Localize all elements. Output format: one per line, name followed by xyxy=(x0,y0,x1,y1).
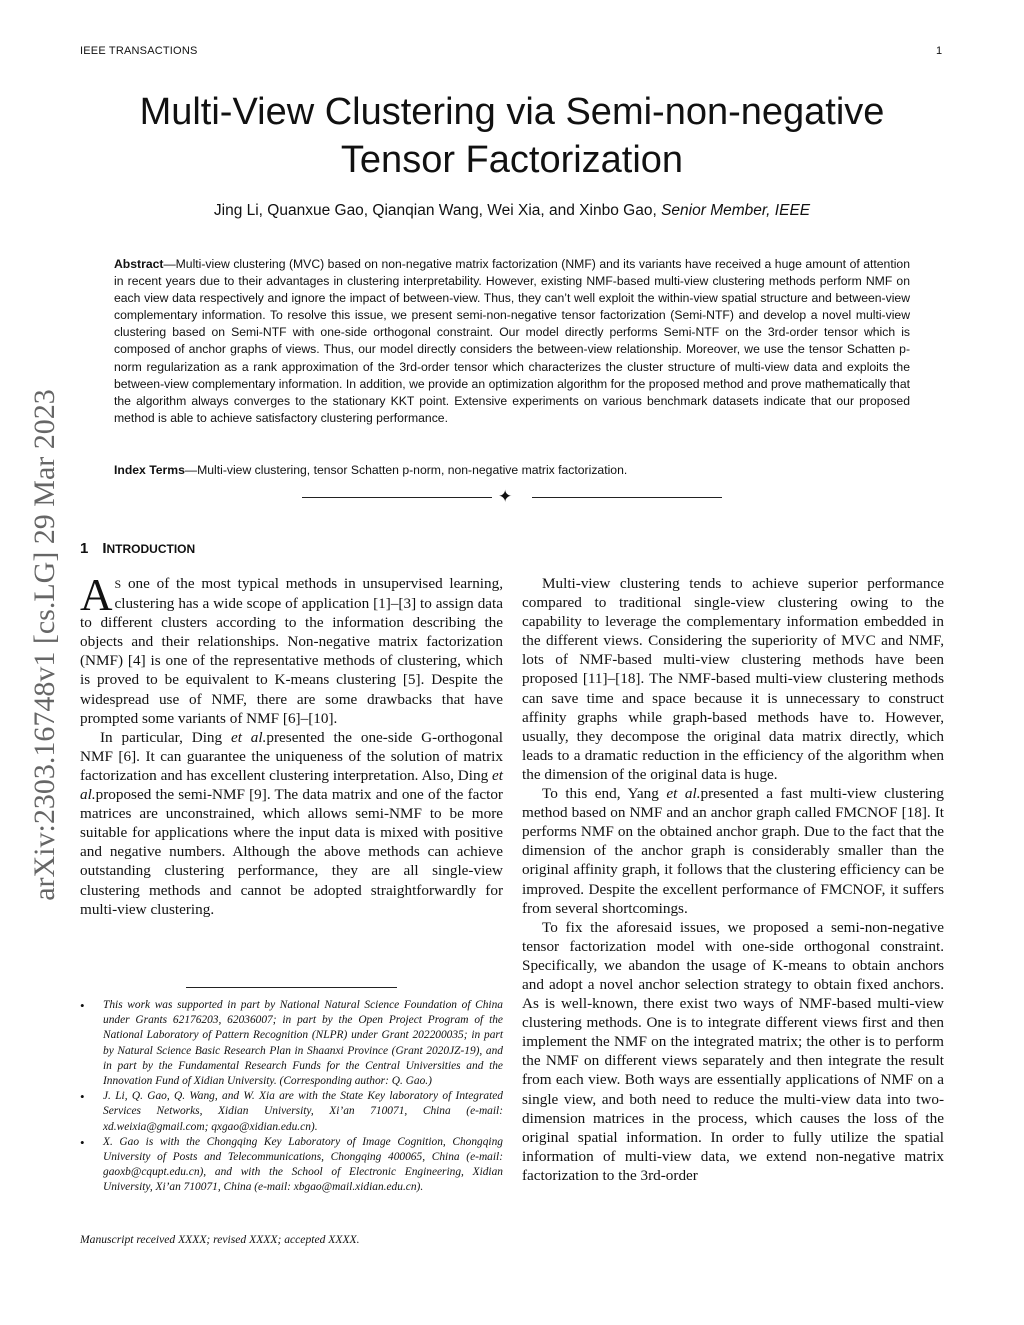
section-heading xyxy=(80,540,195,557)
section-title-rest: NTRODUCTION xyxy=(106,542,196,556)
section-title-first: I xyxy=(102,540,107,557)
abstract-label: Abstract xyxy=(114,257,164,271)
paragraph: Multi-view clustering tends to achieve superior performance compared to traditional single-view clustering owing to the capability to leverage the complementary information embedded in the different views. Considering the superiority of MVC and NMF, lots of NMF-based multi-view clustering methods have been proposed [11]–[18]. The NMF-based multi-view clustering methods can save time and space because it is unnecessary to construct affinity graphs while graph-based methods have to. However, usually, they decompose the original data matrix directly, which leads to a dramatic reduction in the efficiency of the algorithm when the dimension of the original data is huge. xyxy=(522,575,944,783)
etal: et al. xyxy=(230,728,267,746)
paragraph-text: In particular, Ding xyxy=(100,728,231,746)
bullet-icon: • xyxy=(80,1089,85,1105)
footnote-item xyxy=(80,998,503,1089)
page-number: 1 xyxy=(936,45,943,57)
paragraph xyxy=(522,784,944,918)
arxiv-stamp: arXiv:2303.16748v1 [cs.LG] 29 Mar 2023 xyxy=(28,389,61,901)
paragraph-text: presented a fast multi-view clustering method based on NMF and an anchor graph called FMCNOF [18]. It performs NMF on the obtained anchor graph. Due to the fact that the dimension of the anchor graph is considerably smaller than the original affinity graph, it follows that the clustering efficiency can be improved. Despite the excellent performance of FMCNOF, it suffers from several shortcomings. xyxy=(522,785,944,917)
author-list xyxy=(100,202,924,220)
abstract xyxy=(114,256,910,427)
paragraph-text: proposed the semi-NMF [9]. The data matrix and one of the factor matrices are unconstrained, which allows semi-NMF to be more suitable for applications where the input data is mixed with positive and negative numbers. Although the above methods can achieve outstanding clustering performance, they are all single-view clustering methods and cannot be adopted straightforwardly for multi-view clustering. xyxy=(80,786,503,918)
left-column xyxy=(80,570,503,919)
footnote-rule xyxy=(186,987,397,988)
title-line-1: Multi-View Clustering via Semi-non-negative xyxy=(139,91,885,133)
paragraph: To fix the aforesaid issues, we proposed a semi-non-negative tensor factorization model with one-side orthogonal constraint. Specifically, we abandon the usage of K-means to obtain anchors and adopt a novel anchor selection strategy to obtain fixed anchors. As is well-known, there exist two ways of NMF-based multi-view clustering methods. One is to integrate different views first and then implement the NMF on the integrated matrix; the other is to perform the NMF on different views separately and then integrate the result from each view. Both ways are essentially applications of NMF on a single view, and both need to reduce the multi-view data into two-dimension matrices in the process, which causes the loss of the original spatial information. In order to fully utilize the spatial information of multi-view data, we extend non-negative matrix factorization to the 3rd-order xyxy=(522,918,944,1184)
paper-title xyxy=(100,88,924,184)
bullet-icon: • xyxy=(80,1134,85,1150)
index-terms xyxy=(114,463,910,477)
abstract-text: —Multi-view clustering (MVC) based on non-negative matrix factorization (NMF) and its variants have received a huge amount of attention in recent years due to their advantages in clustering interpretability. However, existing NMF-based multi-view clustering methods perform NMF on each view data respectively and ignore the impact of between-view. Thus, they can’t well exploit the within-view spatial structure and between-view complementary information. To resolve this issue, we present semi-non-negative tensor factorization (Semi-NTF) and develop a novel multi-view clustering based on Semi-NTF with one-side orthogonal constraint. Our model directly performs Semi-NTF on the 3rd-order tensor which is composed of anchor graphs of views. Thus, our model directly considers the between-view relationship. Moreover, we use the tensor Schatten p-norm regularization as a rank approximation of the 3rd-order tensor which characterizes the cluster structure of multi-view data and exploits the between-view complementary information. In addition, we provide an optimization algorithm for the proposed method and prove mathematically that the algorithm always converges to the stationary KKT point. Extensive experiments on various benchmark datasets indicate that our proposed method is able to achieve satisfactory clustering performance. xyxy=(114,257,910,425)
etal: et al. xyxy=(80,766,503,804)
paragraph-text: one of the most typical methods in unsupervised learning, clustering has a wide scope of application [1]–[3] to assign data to different clusters according to the information describing the objects and their relationships. Non-negative matrix factorization (NMF) [4] is one of the representative methods of clustering, which is proved to be equivalent to K-means clustering [5]. Despite the widespread use of NMF, there are some drawbacks that have prompted some variants of NMF [6]–[10]. xyxy=(80,575,503,727)
paragraph xyxy=(80,728,503,919)
footnote-text: X. Gao is with the Chongqing Key Laboratory of Image Cognition, Chongqing University of Posts and Telecommunications, Chongqing 400065, China (e-mail: gaoxb@cqupt.edu.cn), and with the School of Electronic Engineering, Xidian University, Xi’an 710071, China (e-mail: xbgao@mail.xidian.edu.cn). xyxy=(103,1135,503,1194)
manuscript-dates: Manuscript received XXXX; revised XXXX; accepted XXXX. xyxy=(80,1233,360,1246)
index-terms-label: Index Terms xyxy=(114,463,185,477)
bullet-icon: • xyxy=(80,998,85,1013)
footnote-item xyxy=(80,1135,503,1196)
footnote-item xyxy=(80,1089,503,1135)
drop-cap: A xyxy=(80,570,113,620)
paragraph-text: presented the one-side G-orthogonal NMF [6]. It can guarantee the uniqueness of the solution of matrix factorization and has excellent clustering interpretation. Also, Ding xyxy=(80,728,503,784)
footnotes xyxy=(80,998,503,1196)
paragraph xyxy=(80,570,503,728)
separator-star-icon: ✦ xyxy=(498,487,513,506)
etal: et al. xyxy=(666,785,701,803)
footnote-text: This work was supported in part by National Natural Science Foundation of China under Grants 62176203, 62036007; in part by the Open Project Program of the National Laboratory of Pattern Recognition (NLPR) under Grant 202200035; in part by Natural Science Basic Research Plan in Shaanxi Province (Grant 2020JZ-19), and in part by the Fundamental Research Funds for the Central Universities and the Innovation Fund of Xidian University. (Corresponding author: Q. Gao.) xyxy=(103,999,503,1088)
right-column xyxy=(522,574,944,1185)
authors-names: Jing Li, Quanxue Gao, Qianqian Wang, Wei Xia, and Xinbo Gao, xyxy=(213,202,657,219)
index-terms-text: —Multi-view clustering, tensor Schatten p-norm, non-negative matrix factorization. xyxy=(184,463,628,477)
author-membership: Senior Member, IEEE xyxy=(661,202,811,219)
paragraph-text: To this end, Yang xyxy=(542,785,667,803)
section-number: 1 xyxy=(80,540,89,557)
separator-left-rule xyxy=(302,497,492,498)
footnote-text: J. Li, Q. Gao, Q. Wang, and W. Xia are with the State Key laboratory of Integrated Services Networks, Xidian University, Xi’an 710071, China (e-mail: xd.weixia@gmail.com; qxgao@xidian.edu.cn). xyxy=(103,1090,503,1133)
journal-header: IEEE TRANSACTIONS xyxy=(80,45,198,57)
separator-right-rule xyxy=(532,497,722,498)
smallcaps-lead: S xyxy=(114,577,122,591)
title-line-2: Tensor Factorization xyxy=(340,139,684,181)
